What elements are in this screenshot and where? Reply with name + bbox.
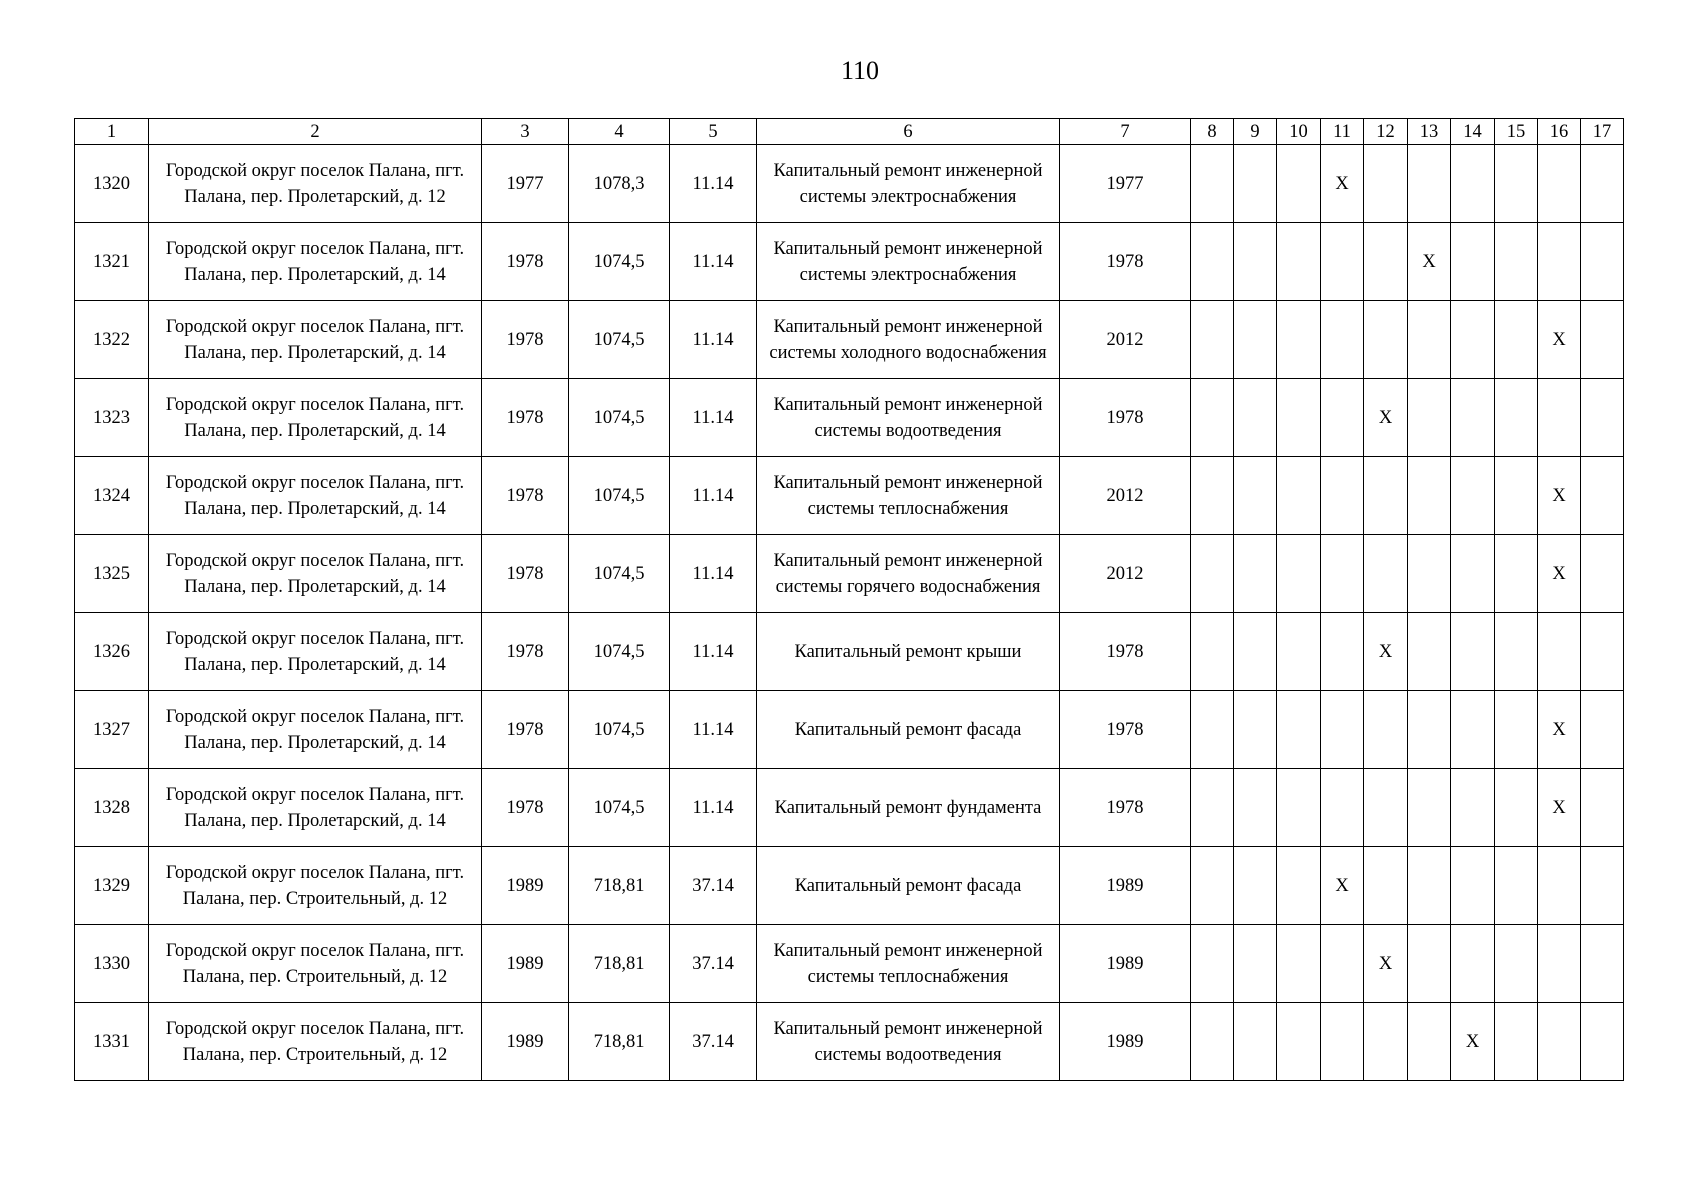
- build-year-cell: 1978: [482, 457, 569, 535]
- period-cell: [1495, 847, 1538, 925]
- last-repair-year-cell: 1978: [1060, 691, 1191, 769]
- address-cell: Городской округ поселок Палана, пгт. Палана, пер. Пролетарский, д. 14: [149, 457, 482, 535]
- planned-period-mark: X: [1364, 925, 1408, 1003]
- address-cell: Городской округ поселок Палана, пгт. Палана, пер. Пролетарский, д. 14: [149, 613, 482, 691]
- row-number-cell: 1328: [75, 769, 149, 847]
- row-number-cell: 1325: [75, 535, 149, 613]
- period-cell: [1495, 925, 1538, 1003]
- planned-period-mark: X: [1451, 1003, 1495, 1081]
- address-cell: Городской округ поселок Палана, пгт. Палана, пер. Пролетарский, д. 14: [149, 301, 482, 379]
- period-cell: [1234, 535, 1277, 613]
- code-cell: 11.14: [670, 223, 757, 301]
- period-cell: [1277, 1003, 1321, 1081]
- table-row: [75, 223, 1624, 301]
- last-repair-year-cell: 1978: [1060, 769, 1191, 847]
- code-cell: 11.14: [670, 613, 757, 691]
- period-cell: [1234, 769, 1277, 847]
- repair-register-table: [74, 118, 1624, 1081]
- row-number-cell: 1326: [75, 613, 149, 691]
- period-cell: [1277, 535, 1321, 613]
- period-cell: [1234, 145, 1277, 223]
- column-header: 1: [75, 119, 149, 145]
- period-cell: [1495, 457, 1538, 535]
- build-year-cell: 1978: [482, 223, 569, 301]
- table-row: [75, 457, 1624, 535]
- period-cell: [1495, 301, 1538, 379]
- period-cell: [1234, 691, 1277, 769]
- period-cell: [1495, 691, 1538, 769]
- address-cell: Городской округ поселок Палана, пгт. Палана, пер. Пролетарский, д. 14: [149, 535, 482, 613]
- period-cell: [1277, 223, 1321, 301]
- last-repair-year-cell: 2012: [1060, 301, 1191, 379]
- period-cell: [1191, 925, 1234, 1003]
- row-number-cell: 1321: [75, 223, 149, 301]
- column-header: 6: [757, 119, 1060, 145]
- column-header: 9: [1234, 119, 1277, 145]
- work-type-cell: Капитальный ремонт инженерной системы холодного водоснабжения: [757, 301, 1060, 379]
- table-row: [75, 379, 1624, 457]
- period-cell: [1364, 1003, 1408, 1081]
- area-cell: 1074,5: [569, 769, 670, 847]
- column-header: 4: [569, 119, 670, 145]
- period-cell: [1538, 925, 1581, 1003]
- planned-period-mark: X: [1538, 535, 1581, 613]
- row-number-cell: 1330: [75, 925, 149, 1003]
- period-cell: [1495, 1003, 1538, 1081]
- column-header: 14: [1451, 119, 1495, 145]
- planned-period-mark: X: [1538, 301, 1581, 379]
- period-cell: [1581, 223, 1624, 301]
- build-year-cell: 1978: [482, 613, 569, 691]
- period-cell: [1191, 769, 1234, 847]
- period-cell: [1581, 301, 1624, 379]
- period-cell: [1191, 301, 1234, 379]
- period-cell: [1451, 925, 1495, 1003]
- column-header: 3: [482, 119, 569, 145]
- area-cell: 1074,5: [569, 691, 670, 769]
- area-cell: 1074,5: [569, 457, 670, 535]
- work-type-cell: Капитальный ремонт инженерной системы теплоснабжения: [757, 925, 1060, 1003]
- period-cell: [1277, 613, 1321, 691]
- period-cell: [1234, 457, 1277, 535]
- area-cell: 1074,5: [569, 613, 670, 691]
- period-cell: [1234, 379, 1277, 457]
- period-cell: [1277, 691, 1321, 769]
- code-cell: 11.14: [670, 301, 757, 379]
- area-cell: 1074,5: [569, 223, 670, 301]
- period-cell: [1364, 847, 1408, 925]
- row-number-cell: 1323: [75, 379, 149, 457]
- period-cell: [1581, 379, 1624, 457]
- period-cell: [1277, 457, 1321, 535]
- period-cell: [1277, 847, 1321, 925]
- column-header: 10: [1277, 119, 1321, 145]
- period-cell: [1495, 535, 1538, 613]
- period-cell: [1364, 145, 1408, 223]
- period-cell: [1234, 613, 1277, 691]
- period-cell: [1451, 613, 1495, 691]
- address-cell: Городской округ поселок Палана, пгт. Палана, пер. Пролетарский, д. 14: [149, 223, 482, 301]
- code-cell: 37.14: [670, 925, 757, 1003]
- area-cell: 1078,3: [569, 145, 670, 223]
- period-cell: [1234, 301, 1277, 379]
- period-cell: [1234, 1003, 1277, 1081]
- column-header: 16: [1538, 119, 1581, 145]
- column-header: 12: [1364, 119, 1408, 145]
- build-year-cell: 1978: [482, 769, 569, 847]
- period-cell: [1538, 223, 1581, 301]
- period-cell: [1364, 301, 1408, 379]
- build-year-cell: 1978: [482, 379, 569, 457]
- work-type-cell: Капитальный ремонт фасада: [757, 847, 1060, 925]
- period-cell: [1495, 145, 1538, 223]
- work-type-cell: Капитальный ремонт фасада: [757, 691, 1060, 769]
- code-cell: 37.14: [670, 847, 757, 925]
- period-cell: [1277, 301, 1321, 379]
- last-repair-year-cell: 1977: [1060, 145, 1191, 223]
- period-cell: [1408, 1003, 1451, 1081]
- area-cell: 1074,5: [569, 301, 670, 379]
- table-row: [75, 613, 1624, 691]
- column-header: 13: [1408, 119, 1451, 145]
- header-row: [75, 119, 1624, 145]
- row-number-cell: 1327: [75, 691, 149, 769]
- address-cell: Городской округ поселок Палана, пгт. Палана, пер. Строительный, д. 12: [149, 847, 482, 925]
- table-row: [75, 847, 1624, 925]
- period-cell: [1451, 145, 1495, 223]
- address-cell: Городской округ поселок Палана, пгт. Палана, пер. Пролетарский, д. 14: [149, 691, 482, 769]
- period-cell: [1321, 613, 1364, 691]
- period-cell: [1495, 613, 1538, 691]
- table-row: [75, 691, 1624, 769]
- last-repair-year-cell: 1989: [1060, 1003, 1191, 1081]
- period-cell: [1364, 769, 1408, 847]
- code-cell: 11.14: [670, 535, 757, 613]
- table-row: [75, 1003, 1624, 1081]
- work-type-cell: Капитальный ремонт фундамента: [757, 769, 1060, 847]
- period-cell: [1234, 925, 1277, 1003]
- period-cell: [1538, 145, 1581, 223]
- planned-period-mark: X: [1538, 457, 1581, 535]
- planned-period-mark: X: [1408, 223, 1451, 301]
- row-number-cell: 1329: [75, 847, 149, 925]
- period-cell: [1408, 379, 1451, 457]
- period-cell: [1364, 535, 1408, 613]
- period-cell: [1495, 379, 1538, 457]
- period-cell: [1321, 457, 1364, 535]
- period-cell: [1408, 925, 1451, 1003]
- period-cell: [1321, 535, 1364, 613]
- period-cell: [1408, 847, 1451, 925]
- table-body: [75, 145, 1624, 1081]
- address-cell: Городской округ поселок Палана, пгт. Палана, пер. Строительный, д. 12: [149, 1003, 482, 1081]
- period-cell: [1321, 301, 1364, 379]
- column-header: 15: [1495, 119, 1538, 145]
- period-cell: [1277, 379, 1321, 457]
- build-year-cell: 1977: [482, 145, 569, 223]
- period-cell: [1234, 847, 1277, 925]
- period-cell: [1451, 301, 1495, 379]
- period-cell: [1495, 223, 1538, 301]
- period-cell: [1451, 457, 1495, 535]
- last-repair-year-cell: 1989: [1060, 847, 1191, 925]
- period-cell: [1191, 379, 1234, 457]
- column-header: 7: [1060, 119, 1191, 145]
- code-cell: 11.14: [670, 769, 757, 847]
- work-type-cell: Капитальный ремонт инженерной системы водоотведения: [757, 1003, 1060, 1081]
- period-cell: [1495, 769, 1538, 847]
- period-cell: [1321, 1003, 1364, 1081]
- period-cell: [1364, 691, 1408, 769]
- period-cell: [1191, 145, 1234, 223]
- last-repair-year-cell: 2012: [1060, 457, 1191, 535]
- period-cell: [1451, 691, 1495, 769]
- last-repair-year-cell: 1978: [1060, 379, 1191, 457]
- period-cell: [1321, 691, 1364, 769]
- period-cell: [1191, 691, 1234, 769]
- build-year-cell: 1989: [482, 847, 569, 925]
- code-cell: 37.14: [670, 1003, 757, 1081]
- area-cell: 718,81: [569, 1003, 670, 1081]
- period-cell: [1581, 691, 1624, 769]
- row-number-cell: 1324: [75, 457, 149, 535]
- column-header: 2: [149, 119, 482, 145]
- table-row: [75, 145, 1624, 223]
- period-cell: [1364, 223, 1408, 301]
- work-type-cell: Капитальный ремонт инженерной системы водоотведения: [757, 379, 1060, 457]
- last-repair-year-cell: 2012: [1060, 535, 1191, 613]
- address-cell: Городской округ поселок Палана, пгт. Палана, пер. Пролетарский, д. 14: [149, 769, 482, 847]
- period-cell: [1581, 847, 1624, 925]
- last-repair-year-cell: 1989: [1060, 925, 1191, 1003]
- address-cell: Городской округ поселок Палана, пгт. Палана, пер. Строительный, д. 12: [149, 925, 482, 1003]
- page-number: 110: [840, 56, 880, 85]
- period-cell: [1408, 457, 1451, 535]
- work-type-cell: Капитальный ремонт инженерной системы электроснабжения: [757, 145, 1060, 223]
- row-number-cell: 1322: [75, 301, 149, 379]
- period-cell: [1581, 925, 1624, 1003]
- planned-period-mark: X: [1364, 379, 1408, 457]
- planned-period-mark: X: [1321, 847, 1364, 925]
- period-cell: [1581, 457, 1624, 535]
- planned-period-mark: X: [1538, 769, 1581, 847]
- period-cell: [1451, 769, 1495, 847]
- build-year-cell: 1978: [482, 301, 569, 379]
- build-year-cell: 1989: [482, 1003, 569, 1081]
- work-type-cell: Капитальный ремонт крыши: [757, 613, 1060, 691]
- table-row: [75, 535, 1624, 613]
- period-cell: [1191, 1003, 1234, 1081]
- table-row: [75, 301, 1624, 379]
- build-year-cell: 1978: [482, 535, 569, 613]
- period-cell: [1451, 847, 1495, 925]
- period-cell: [1451, 379, 1495, 457]
- period-cell: [1581, 535, 1624, 613]
- code-cell: 11.14: [670, 145, 757, 223]
- period-cell: [1538, 847, 1581, 925]
- period-cell: [1581, 1003, 1624, 1081]
- period-cell: [1277, 769, 1321, 847]
- planned-period-mark: X: [1364, 613, 1408, 691]
- table-row: [75, 769, 1624, 847]
- last-repair-year-cell: 1978: [1060, 223, 1191, 301]
- code-cell: 11.14: [670, 691, 757, 769]
- planned-period-mark: X: [1321, 145, 1364, 223]
- address-cell: Городской округ поселок Палана, пгт. Палана, пер. Пролетарский, д. 14: [149, 379, 482, 457]
- period-cell: [1321, 379, 1364, 457]
- table-row: [75, 925, 1624, 1003]
- period-cell: [1321, 769, 1364, 847]
- code-cell: 11.14: [670, 379, 757, 457]
- period-cell: [1191, 223, 1234, 301]
- period-cell: [1277, 145, 1321, 223]
- period-cell: [1321, 925, 1364, 1003]
- period-cell: [1191, 535, 1234, 613]
- period-cell: [1408, 691, 1451, 769]
- period-cell: [1581, 769, 1624, 847]
- period-cell: [1451, 223, 1495, 301]
- period-cell: [1191, 457, 1234, 535]
- column-header: 17: [1581, 119, 1624, 145]
- column-header: 11: [1321, 119, 1364, 145]
- area-cell: 718,81: [569, 925, 670, 1003]
- period-cell: [1581, 613, 1624, 691]
- period-cell: [1277, 925, 1321, 1003]
- row-number-cell: 1331: [75, 1003, 149, 1081]
- build-year-cell: 1978: [482, 691, 569, 769]
- column-header: 8: [1191, 119, 1234, 145]
- period-cell: [1581, 145, 1624, 223]
- period-cell: [1408, 613, 1451, 691]
- work-type-cell: Капитальный ремонт инженерной системы горячего водоснабжения: [757, 535, 1060, 613]
- build-year-cell: 1989: [482, 925, 569, 1003]
- period-cell: [1538, 379, 1581, 457]
- period-cell: [1538, 613, 1581, 691]
- column-header: 5: [670, 119, 757, 145]
- period-cell: [1408, 535, 1451, 613]
- period-cell: [1234, 223, 1277, 301]
- address-cell: Городской округ поселок Палана, пгт. Палана, пер. Пролетарский, д. 12: [149, 145, 482, 223]
- period-cell: [1321, 223, 1364, 301]
- last-repair-year-cell: 1978: [1060, 613, 1191, 691]
- row-number-cell: 1320: [75, 145, 149, 223]
- work-type-cell: Капитальный ремонт инженерной системы теплоснабжения: [757, 457, 1060, 535]
- period-cell: [1364, 457, 1408, 535]
- area-cell: 1074,5: [569, 379, 670, 457]
- area-cell: 1074,5: [569, 535, 670, 613]
- period-cell: [1408, 301, 1451, 379]
- code-cell: 11.14: [670, 457, 757, 535]
- period-cell: [1408, 145, 1451, 223]
- period-cell: [1191, 847, 1234, 925]
- period-cell: [1538, 1003, 1581, 1081]
- work-type-cell: Капитальный ремонт инженерной системы электроснабжения: [757, 223, 1060, 301]
- period-cell: [1408, 769, 1451, 847]
- planned-period-mark: X: [1538, 691, 1581, 769]
- area-cell: 718,81: [569, 847, 670, 925]
- period-cell: [1451, 535, 1495, 613]
- period-cell: [1191, 613, 1234, 691]
